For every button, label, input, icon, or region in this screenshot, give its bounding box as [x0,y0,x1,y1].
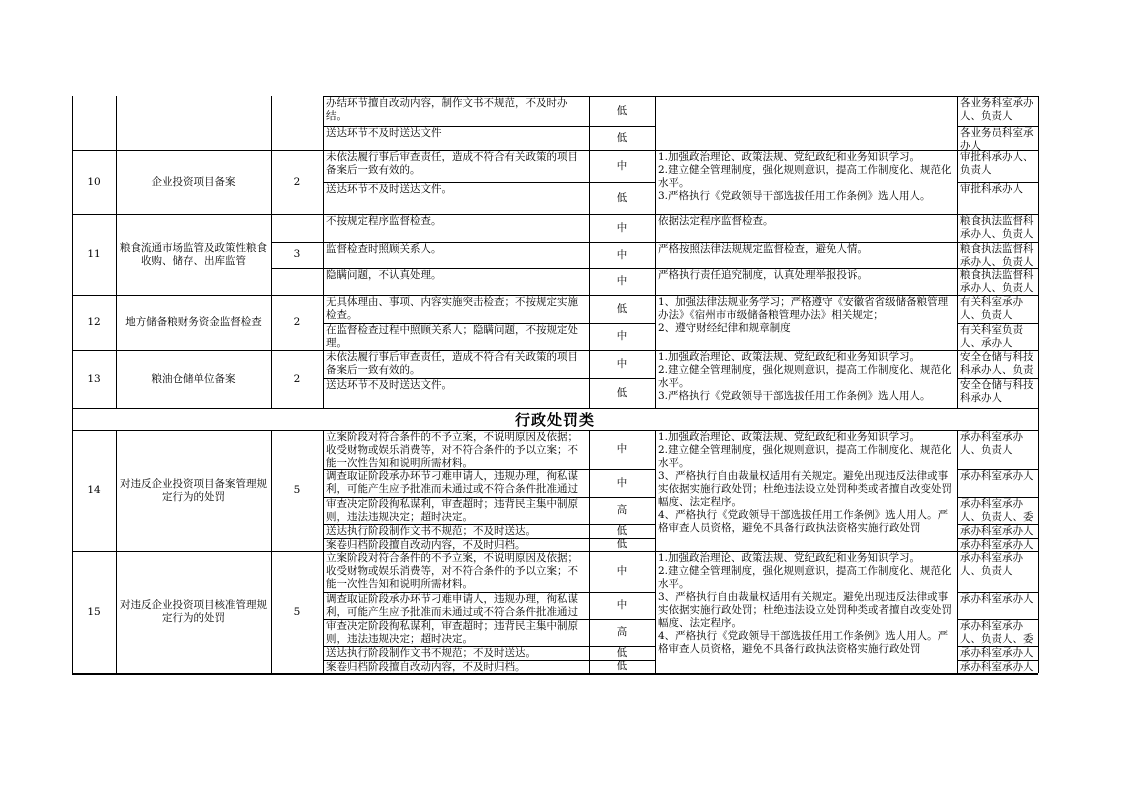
risk-point: 送达环节不及时送达文件。 [326,183,452,195]
risk-level: 低 [616,524,628,537]
grid-hline [957,126,1038,127]
grid-vline [72,408,73,430]
grid-vline [271,96,272,150]
grid-vline [72,295,73,350]
risk-level: 低 [616,386,628,399]
responsible-person: 承办科室承办人 [960,593,1034,605]
responsible-person: 承办科室承办人、负责人 [960,431,1023,456]
grid-hline [957,660,1038,661]
risk-count [271,96,323,150]
risk-point: 立案阶段对符合条件的不予立案，不说明原因及依据；收受财物或娱乐消费等，对不符合条件的予以立案；不能一次性告知和说明所需材料。 [326,552,578,590]
risk-point: 案卷归档阶段擅自改动内容，不及时归档。 [326,539,526,551]
responsible-person: 审批科承办人、负责人 [960,151,1034,176]
grid-hline [323,524,655,525]
grid-hline [323,323,655,324]
grid-vline [1038,150,1039,214]
grid-vline [116,96,117,150]
prevention-measures: 1.加强政治理论、政策法规、党纪政纪和业务知识学习。 2.建立健全管理制度，强化规则意识，提高工作制度化、规范化水平。 3.严格执行《党政领导干部选拔任用工作条例》选人用人。 [658,151,952,202]
risk-point: 案卷归档阶段擅自改动内容，不及时归档。 [326,661,526,673]
grid-vline [116,295,117,350]
grid-hline [323,592,655,593]
grid-hline [323,660,655,661]
grid-hline [271,242,1038,243]
grid-vline [1038,350,1039,408]
risk-point: 未依法履行事后审查责任，造成不符合有关政策的项目备案后一致有效的。 [326,351,578,376]
responsible-person: 审批科承办人 [960,183,1023,195]
risk-count: 5 [293,484,301,496]
risk-level: 低 [616,660,628,672]
risk-count: 3 [293,248,301,260]
responsible-person: 粮食执法监督科承办人、负责人 [960,215,1034,240]
responsible-person: 安全仓储与科技科承办人 [960,379,1034,404]
item-name: 对违反企业投资项目核准管理规定行为的处罚 [120,599,267,624]
grid-vline [116,430,117,551]
item-name: 粮食流通市场监管及政策性粮食收购、储存、出库监管 [120,241,267,267]
grid-hline [72,673,1038,675]
responsible-person: 各业务员科室承办人 [960,127,1034,150]
risk-count: 5 [293,605,301,618]
risk-point: 隐瞒问题，不认真处理。 [326,269,442,281]
risk-level: 低 [616,302,628,315]
grid-vline [271,295,272,350]
row-number: 15 [87,605,101,618]
risk-level: 高 [616,626,628,638]
risk-level: 中 [616,330,628,342]
grid-hline [957,538,1038,539]
risk-level: 中 [616,159,628,172]
grid-vline [72,430,73,551]
grid-hline [957,524,1038,525]
risk-point: 无具体理由、事项、内容实施突击检查；不按规定实施检查。 [326,296,578,321]
grid-vline [72,350,73,408]
responsible-person: 安全仓储与科技科承办人、负责 [960,351,1034,376]
risk-point: 审查决定阶段徇私谋利，审查超时；违背民主集中制原则，违法违规决定；超时决定。 [326,620,578,645]
risk-level: 低 [616,131,628,144]
risk-point: 在监督检查过程中照顾关系人；隐瞒问题，不按规定处理。 [326,324,578,349]
risk-count: 2 [293,175,301,188]
prevention-measure: 严格按照法律法规规定监督检查，避免人情。 [658,243,868,255]
row-number: 10 [87,175,101,188]
risk-level: 中 [616,476,628,489]
risk-level: 中 [616,565,628,577]
risk-count: 2 [293,372,301,385]
row-number: 11 [87,248,101,260]
item-name: 对违反企业投资项目备案管理规定行为的处罚 [120,477,267,503]
row-number: 14 [87,484,101,496]
grid-hline [957,497,1038,498]
item-name: 地方储备粮财务资金监督检查 [125,316,262,328]
grid-vline [72,551,73,673]
responsible-person: 承办科室承办人 [960,470,1034,482]
prevention-measures [655,96,957,150]
grid-vline [1038,295,1039,350]
grid-hline [323,497,655,498]
grid-vline [271,551,272,673]
row-number [72,96,116,150]
risk-level: 中 [616,248,628,261]
risk-point: 不按规定程序监督检查。 [326,215,442,227]
risk-point: 送达环节不及时送达文件。 [326,379,452,391]
grid-hline [957,646,1038,647]
risk-point: 送达执行阶段制作文书不规范；不及时送达。 [326,647,536,659]
grid-hline [323,646,655,647]
grid-hline [323,619,655,620]
responsible-person: 承办科室承办人 [960,647,1034,659]
grid-hline [957,469,1038,470]
risk-level: 中 [616,599,628,611]
responsible-person: 承办科室承办人、负责人 [960,552,1023,577]
responsible-person: 有关科室负责人、承办人 [960,324,1023,349]
grid-vline [116,150,117,214]
grid-vline [271,150,272,214]
grid-hline [957,619,1038,620]
risk-level: 中 [616,221,628,234]
risk-point: 调查取证阶段承办环节刁难申请人，违规办理，徇私谋利，可能产生应予批准而未通过或不符合条件批准通过 [326,593,578,618]
prevention-measures: 1.加强政治理论、政策法规、党纪政纪和业务知识学习。 2.建立健全管理制度，强化规则意识，提高工作制度化、规范化水平。 3、严格执行自由裁量权适用有关规定。避免出现违反法律或事实依据实施行政处罚；杜绝违法设立处罚种类或者擅自改变处罚幅度、法定程序。 4、严格执行《党政领导干部选拔任用工作条例》选人用人。严格审查人员资格，避免不具备行政执法资格实施行政处罚 [658,552,952,655]
risk-level: 低 [616,104,628,117]
grid-vline [72,214,73,295]
grid-hline [323,538,655,539]
prevention-measures: 1.加强政治理论、政策法规、党纪政纪和业务知识学习。 2.建立健全管理制度，强化规则意识，提高工作制度化、规范化水平。 3、严格执行自由裁量权适用有关规定。避免出现违反法律或事实依据实施行政处罚；杜绝违法设立处罚种类或者擅自改变处罚幅度、法定程序。 4、严格执行《党政领导干部选拔任用工作条例》选人用人。严格审查人员资格，避免不具备行政执法资格实施行政处罚 [658,431,952,534]
grid-hline [323,469,655,470]
risk-point: 审查决定阶段徇私谋利，审查超时；违背民主集中制原则，违法违规决定；超时决定。 [326,498,578,523]
grid-hline [323,378,655,379]
grid-vline [116,350,117,408]
section-title: 行政处罚类 [514,410,595,429]
risk-point: 监督检查时照顾关系人。 [326,243,442,255]
prevention-measure: 严格执行责任追究制度，认真处理举报投诉。 [658,269,868,281]
item-name: 企业投资项目备案 [151,175,236,188]
risk-level: 低 [616,646,628,659]
prevention-measures: 1、加强法律法规业务学习；严格遵守《安徽省省级储备粮管理办法》《宿州市市级储备粮管理办法》相关规定； 2、遵守财经纪律和规章制度 [658,296,949,334]
grid-vline [116,214,117,295]
risk-level: 低 [616,538,628,550]
responsible-person: 各业务科室承办人、负责人 [960,97,1034,122]
grid-hline [323,126,655,127]
responsible-person: 承办科室承办人、负责人、委 [960,620,1034,645]
item-name: 粮油仓储单位备案 [151,372,236,385]
risk-point: 调查取证阶段承办环节刁难申请人，违规办理，徇私谋利，可能产生应予批准而未通过或不符合条件批准通过 [326,470,578,495]
responsible-person: 粮食执法监督科承办人、负责人 [960,269,1034,294]
grid-hline [957,592,1038,593]
risk-level: 中 [616,357,628,370]
grid-vline [1038,96,1039,150]
grid-vline [271,214,272,295]
risk-point: 立案阶段对符合条件的不予立案，不说明原因及依据；收受财物或娱乐消费等，对不符合条件的予以立案；不能一次性告知和说明所需材料。 [326,431,578,469]
grid-vline [1038,430,1039,551]
grid-vline [72,150,73,214]
row-number: 13 [87,372,101,385]
grid-vline [1038,214,1039,295]
responsible-person: 承办科室承办人 [960,539,1034,551]
grid-hline [957,182,1038,183]
risk-count: 2 [293,316,301,328]
risk-point: 办结环节擅自改动内容，制作文书不规范，不及时办结。 [326,97,568,122]
responsible-person: 承办科室承办人 [960,661,1034,673]
row-number: 12 [87,316,101,328]
prevention-measures: 1.加强政治理论、政策法规、党纪政纪和业务知识学习。 2.建立健全管理制度，强化规则意识，提高工作制度化、规范化水平。 3.严格执行《党政领导干部选拔任用工作条例》选人用人。 [658,351,952,402]
item-name [116,96,271,150]
prevention-measure: 依据法定程序监督检查。 [658,215,774,227]
grid-vline [271,350,272,408]
grid-vline [1038,551,1039,673]
risk-level: 中 [616,275,628,287]
grid-hline [271,268,1038,269]
responsible-person: 承办科室承办人、负责人、委 [960,498,1034,523]
risk-point: 送达环节不及时送达文件 [326,127,442,139]
responsible-person: 有关科室承办人、负责人 [960,296,1023,321]
grid-vline [1038,408,1039,430]
grid-hline [957,378,1038,379]
risk-point: 未依法履行事后审查责任，造成不符合有关政策的项目备案后一致有效的。 [326,151,578,176]
grid-vline [72,96,73,150]
risk-point: 送达执行阶段制作文书不规范；不及时送达。 [326,525,536,537]
grid-hline [323,182,655,183]
grid-hline [957,323,1038,324]
responsible-person: 粮食执法监督科承办人、负责人 [960,243,1034,268]
risk-level: 高 [616,504,628,516]
risk-level: 中 [616,443,628,455]
risk-level: 低 [616,191,628,204]
grid-vline [116,551,117,673]
grid-vline [271,430,272,551]
responsible-person: 承办科室承办人 [960,525,1034,537]
